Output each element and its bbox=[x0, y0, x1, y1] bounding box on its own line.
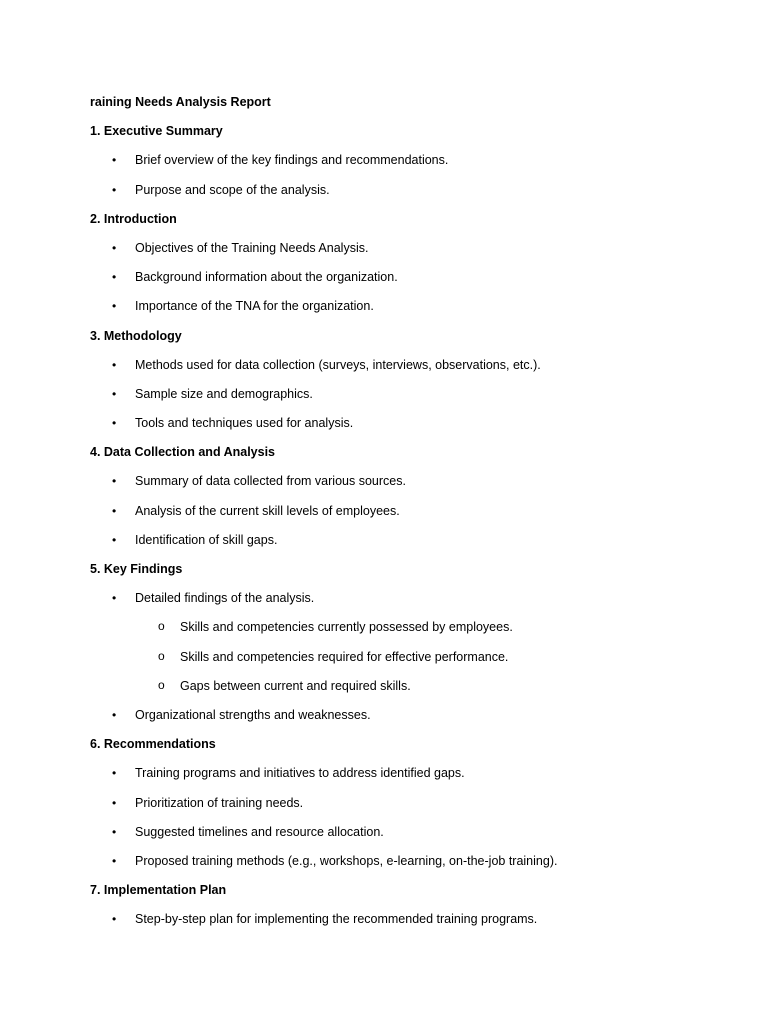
bullet-text: Training programs and initiatives to address identified gaps. bbox=[135, 766, 465, 781]
bullet-marker: • bbox=[112, 824, 117, 839]
bullet-marker: • bbox=[112, 240, 117, 255]
bullet-item bbox=[90, 823, 730, 852]
sub-bullet-text: Skills and competencies currently possessed by employees. bbox=[180, 620, 513, 635]
bullet-text: Identification of skill gaps. bbox=[135, 532, 278, 547]
bullet-marker: • bbox=[112, 532, 117, 547]
bullet-marker: • bbox=[112, 707, 117, 722]
bullet-item bbox=[90, 356, 730, 385]
sub-bullet-item bbox=[90, 618, 730, 647]
section-heading: 2. Introduction bbox=[90, 211, 177, 226]
bullet-item bbox=[90, 181, 730, 210]
sub-bullet-item bbox=[90, 648, 730, 677]
bullet-item bbox=[90, 414, 730, 443]
bullet-marker: • bbox=[112, 357, 117, 372]
bullet-text: Summary of data collected from various sources. bbox=[135, 474, 406, 489]
document-body bbox=[90, 122, 730, 939]
section-heading: 5. Key Findings bbox=[90, 562, 183, 576]
bullet-text: Analysis of the current skill levels of employees. bbox=[135, 503, 400, 518]
bullet-marker: • bbox=[112, 416, 117, 431]
bullet-marker: • bbox=[112, 795, 117, 810]
bullet-marker: • bbox=[112, 182, 117, 197]
bullet-item bbox=[90, 852, 730, 881]
bullet-item bbox=[90, 764, 730, 793]
bullet-text: Sample size and demographics. bbox=[135, 386, 313, 401]
bullet-marker: • bbox=[112, 853, 117, 868]
document-title: raining Needs Analysis Report bbox=[90, 95, 271, 109]
bullet-text: Tools and techniques used for analysis. bbox=[135, 416, 354, 431]
bullet-marker: • bbox=[112, 386, 117, 401]
bullet-marker: • bbox=[112, 474, 117, 489]
bullet-item bbox=[90, 502, 730, 531]
bullet-item bbox=[90, 472, 730, 501]
sub-bullet-text: Gaps between current and required skills. bbox=[180, 678, 411, 693]
bullet-marker: • bbox=[112, 766, 117, 781]
bullet-text: Methods used for data collection (surveys, interviews, observations, etc.). bbox=[135, 357, 541, 372]
bullet-text: Proposed training methods (e.g., workshops, e-learning, on-the-job training). bbox=[135, 853, 558, 868]
bullet-item bbox=[90, 794, 730, 823]
bullet-text: Detailed findings of the analysis. bbox=[135, 591, 315, 606]
section-heading: 6. Recommendations bbox=[90, 737, 216, 752]
bullet-text: Brief overview of the key findings and recommendations. bbox=[135, 153, 449, 168]
document-page bbox=[90, 93, 730, 939]
bullet-marker: • bbox=[112, 503, 117, 518]
bullet-item bbox=[90, 239, 730, 268]
bullet-marker: • bbox=[112, 270, 117, 285]
sub-bullet-marker: o bbox=[158, 677, 165, 692]
bullet-text: Importance of the TNA for the organization. bbox=[135, 299, 374, 314]
sub-bullet-marker: o bbox=[158, 619, 165, 634]
section-heading: 1. Executive Summary bbox=[90, 124, 223, 139]
bullet-item bbox=[90, 151, 730, 180]
bullet-marker: • bbox=[112, 299, 117, 314]
bullet-text: Step-by-step plan for implementing the recommended training programs. bbox=[135, 912, 538, 927]
bullet-text: Purpose and scope of the analysis. bbox=[135, 182, 330, 197]
bullet-marker: • bbox=[112, 591, 117, 606]
bullet-text: Objectives of the Training Needs Analysis. bbox=[135, 240, 369, 255]
section-heading: 4. Data Collection and Analysis bbox=[90, 445, 276, 460]
section-heading: 7. Implementation Plan bbox=[90, 883, 227, 898]
bullet-item bbox=[90, 385, 730, 414]
bullet-text: Background information about the organization. bbox=[135, 270, 398, 285]
bullet-text: Prioritization of training needs. bbox=[135, 795, 304, 810]
bullet-marker: • bbox=[112, 912, 117, 927]
sub-bullet-item bbox=[90, 677, 730, 706]
bullet-text: Organizational strengths and weaknesses. bbox=[135, 707, 371, 722]
sub-bullet-text: Skills and competencies required for effective performance. bbox=[180, 649, 509, 664]
bullet-item bbox=[90, 268, 730, 297]
bullet-text: Suggested timelines and resource allocation. bbox=[135, 824, 384, 839]
section-heading: 3. Methodology bbox=[90, 328, 182, 343]
bullet-item bbox=[90, 706, 730, 735]
sub-bullet-marker: o bbox=[158, 648, 165, 663]
bullet-item bbox=[90, 531, 730, 560]
bullet-item bbox=[90, 910, 730, 939]
bullet-item bbox=[90, 297, 730, 326]
bullet-item bbox=[90, 589, 730, 618]
bullet-marker: • bbox=[112, 153, 117, 168]
